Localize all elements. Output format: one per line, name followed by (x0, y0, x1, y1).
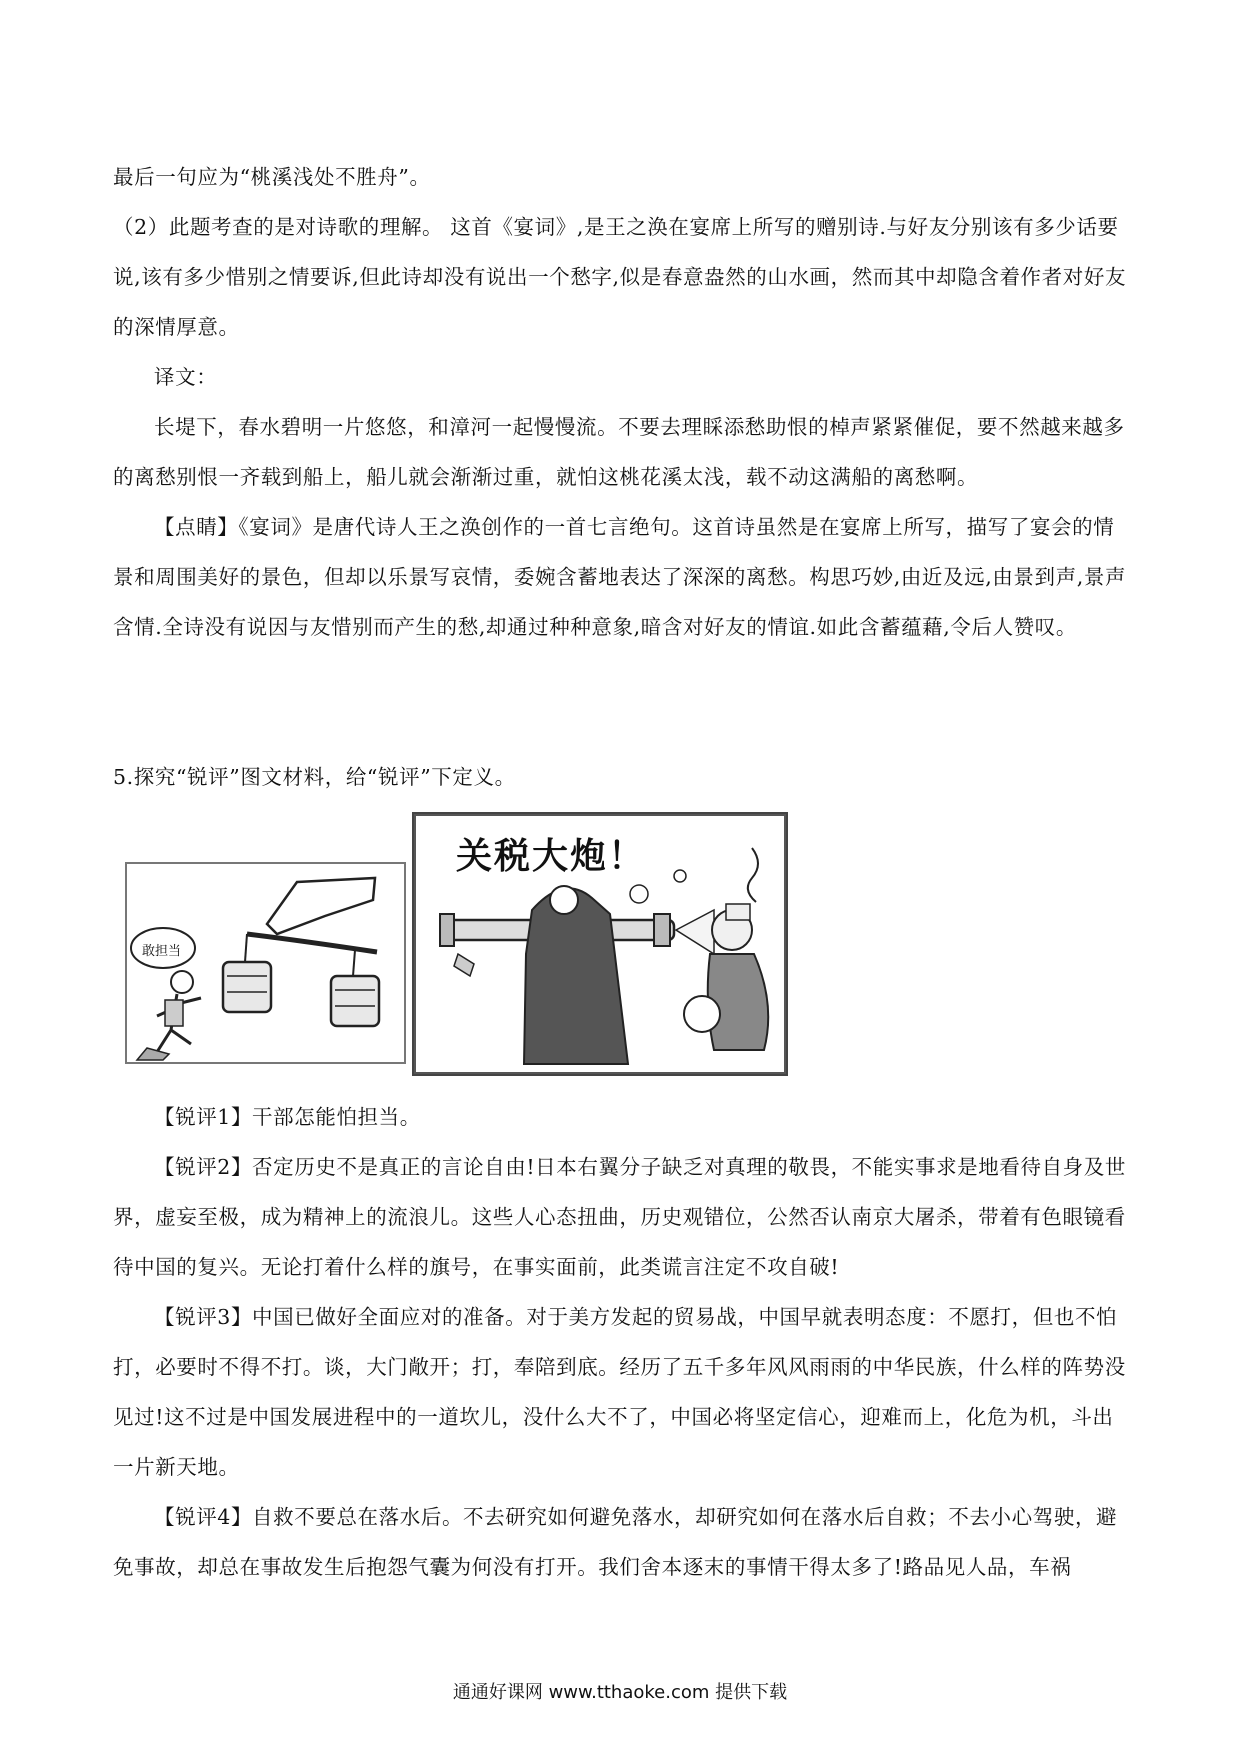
cartoon-caption: 关税大炮！ (456, 836, 647, 877)
page-footer: 通通好课网 www.tthaoke.com 提供下载 (452, 1682, 788, 1703)
dianjing-paragraph: 【点睛】《宴词》是唐代诗人王之涣创作的一首七言绝句。这首诗虽然是在宴席上所写，描写了宴会的情景和周围美好的景色，但却以乐景写哀情，委婉含蓄地表达了深深的离愁。构思巧妙,由近及远,由景到声,景声含情.全诗没有说因与友惜别而产生的愁,却通过种种意象,暗含对好友的情谊.如此含蓄蕴藉,令后人赞叹。 (113, 515, 1127, 639)
ruiping-1: 【锐评1】干部怎能怕担当。 (154, 1105, 421, 1129)
translation-heading: 译文： (154, 365, 218, 389)
cartoon-drawing-2 (414, 814, 786, 1074)
ruiping-3: 【锐评3】中国已做好全面应对的准备。对于美方发起的贸易战，中国早就表明态度：不愿打，但也不怕打，必要时不得不打。谈，大门敞开；打，奉陪到底。经历了五千多年风风雨雨的中华民族，什么样的阵势没见过!这不过是中国发展进程中的一道坎儿，没什么大不了，中国必将坚定信心，迎难而上，化危为机，斗出一片新天地。 (113, 1305, 1126, 1479)
ruiping-4: 【锐评4】自救不要总在落水后。不去研究如何避免落水，却研究如何在落水后自救；不去小心驾驶，避免事故，却总在事故发生后抱怨气囊为何没有打开。我们舍本逐末的事情干得太多了!路品见人品，车祸 (113, 1505, 1118, 1579)
answer-last-line: 最后一句应为“桃溪浅处不胜舟”。 (113, 165, 431, 189)
translation-paragraph: 长堤下，春水碧明一片悠悠，和漳河一起慢慢流。不要去理睬添愁助恨的棹声紧紧催促，要不然越来越多的离愁别恨一齐载到船上，船儿就会渐渐过重，就怕这桃花溪太浅，载不动这满船的离愁啊。 (113, 415, 1125, 489)
analysis-paragraph: （2）此题考查的是对诗歌的理解。 这首《宴词》,是王之涣在宴席上所写的赠别诗.与好友分别该有多少话要说,该有多少惜别之情要诉,但此诗却没有说出一个愁字,似是春意盎然的山水画，然而其中却隐含着作者对好友的深情厚意。 (113, 215, 1127, 339)
cartoon-image-1 (125, 862, 406, 1064)
ruiping-2: 【锐评2】否定历史不是真正的言论自由!日本右翼分子缺乏对真理的敬畏，不能实事求是地看待自身及世界，虚妄至极，成为精神上的流浪儿。这些人心态扭曲，历史观错位，公然否认南京大屠杀，带着有色眼镜看待中国的复兴。无论打着什么样的旗号，在事实面前，此类谎言注定不攻自破! (113, 1155, 1126, 1279)
cartoon-drawing-1 (127, 864, 404, 1062)
speech-bubble-text: 敢担当 (142, 944, 182, 959)
cartoon-image-2 (412, 812, 788, 1076)
question-5: 5.探究“锐评”图文材料，给“锐评”下定义。 (113, 765, 516, 789)
